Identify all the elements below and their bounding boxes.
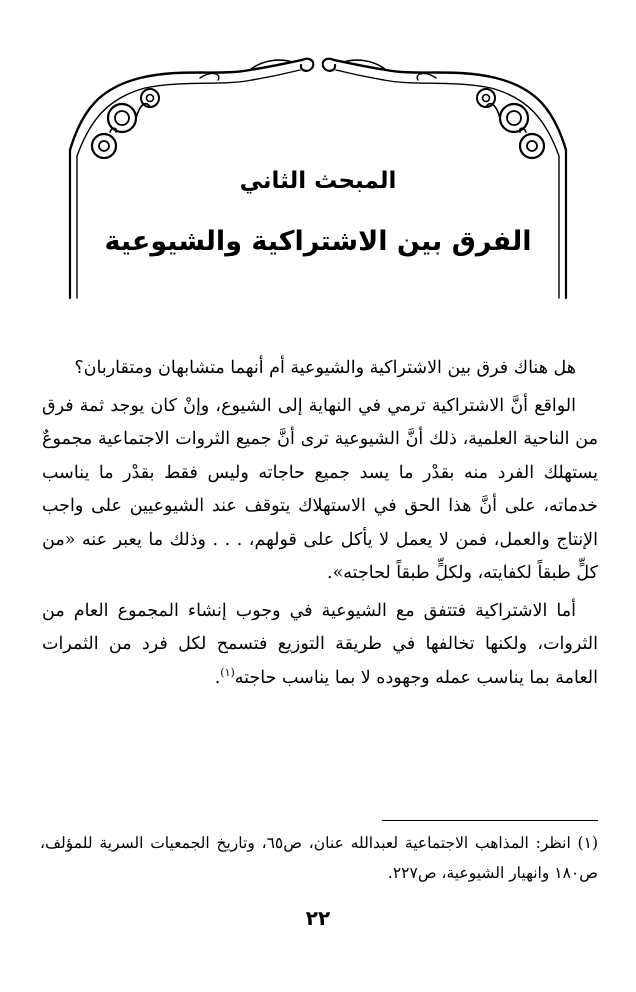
page-number: ٢٢ [305,906,331,930]
paragraph-2: الواقع أنَّ الاشتراكية ترمي في النهاية إلى الشيوع، وإنْ كان يوجد ثمة فرق من الناحية العلمية، ذلك أنَّ الشيوعية ترى أنَّ جميع الثروات الاجتماعية مجموعٌ يستهلك الفرد منه بقدْر ما يسد جميع حاجاته وليس فقط بقدْر ما يناسب خدماته، على أنَّ هذا الحق في الاستهلاك يتوقف عند الشيوعيين على واجب الإنتاج والعمل، فمن لا يعمل لا يأكل على قولهم، . . . وذلك ما يعبر عنه «من كلٍّ طبقاً لكفايته، ولكلٍّ طبقاً لحاجته». [42,395,598,583]
footnote-marker: (١) [220,665,235,679]
paragraph-1: هل هناك فرق بين الاشتراكية والشيوعية أم أنهما متشابهان ومتقاربان؟ [74,358,576,378]
footnote: (١) انظر: المذاهب الاجتماعية لعبدالله عنان، ص٦٥، وتاريخ الجمعيات السرية للمؤلف، ص١٨٠ وانهيار الشيوعية، ص٢٢٧. [40,834,598,882]
paragraph-3: أما الاشتراكية فتتفق مع الشيوعية في وجوب إنشاء المجموع العام من الثروات، ولكنها تخالفها في طريقة التوزيع فتسمح لكل فرد من الثمرات العامة بما يناسب عمله وجهوده لا بما يناسب حاجته$^{(١)}$. [42,600,598,688]
chapter-title: الفرق بين الاشتراكية والشيوعية [104,226,532,257]
section-label: المبحث الثاني [239,168,397,194]
paragraph-3-text: أما الاشتراكية فتتفق مع الشيوعية في وجوب إنشاء المجموع العام من الثروات، ولكنها تخالفها في طريقة التوزيع فتسمح لكل فرد من الثمرات العامة بما يناسب عمله وجهوده لا بما يناسب حاجته [42,600,598,688]
footnote-divider [382,820,598,821]
body-text [42,352,598,699]
